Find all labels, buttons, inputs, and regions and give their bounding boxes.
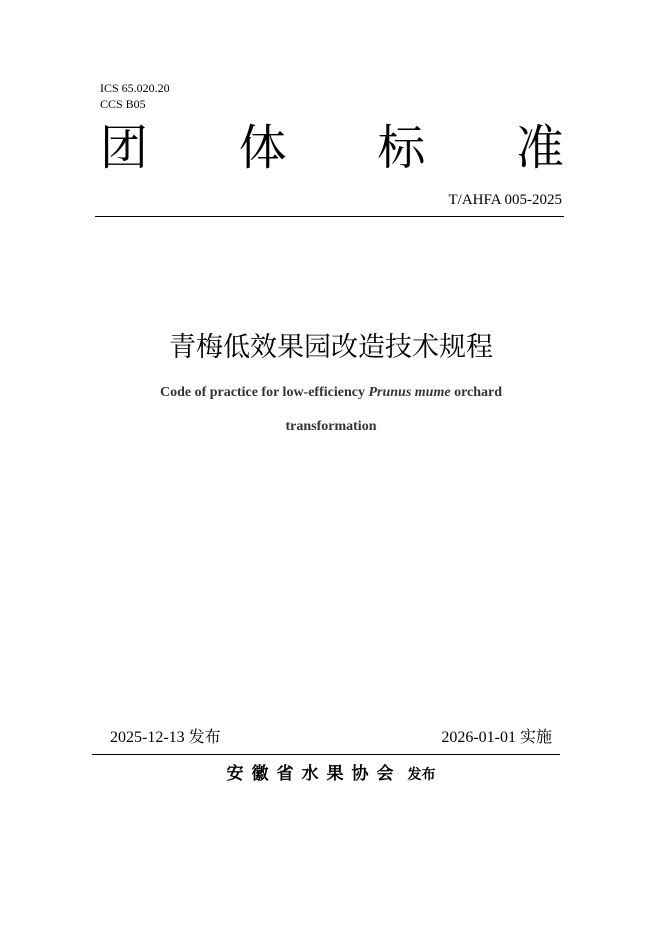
document-title-english xyxy=(110,376,552,444)
publish-label: 发布 xyxy=(188,729,221,746)
standard-type-char-2: 体 xyxy=(238,120,287,176)
publish-date-line xyxy=(110,727,221,749)
classification-codes xyxy=(100,80,170,112)
header-divider xyxy=(95,216,564,217)
issuer-suffix: 发布 xyxy=(407,767,436,783)
standard-type-char-4: 准 xyxy=(515,120,564,176)
document-title-chinese: 青梅低效果园改造技术规程 xyxy=(169,332,493,363)
english-title-part-2: orchard xyxy=(450,385,503,400)
standard-type-char-1: 团 xyxy=(100,120,149,176)
english-title-line-1 xyxy=(110,376,552,410)
footer-divider xyxy=(92,754,560,755)
standard-type-char-3: 标 xyxy=(377,120,426,176)
english-title-line-2: transformation xyxy=(285,419,377,434)
english-title-part-1: Code of practice for low-efficiency xyxy=(159,385,369,400)
publish-date: 2025-12-13 xyxy=(110,729,185,746)
english-title-species: Prunus mume xyxy=(368,385,451,400)
implement-date-line xyxy=(441,727,552,749)
ccs-code: CCS B05 xyxy=(100,97,146,111)
issuer-name: 安徽省水果协会 xyxy=(226,764,402,784)
ics-code: ICS 65.020.20 xyxy=(100,81,170,95)
implement-date: 2026-01-01 xyxy=(441,729,516,746)
implement-label: 实施 xyxy=(519,729,552,746)
standard-number: T/AHFA 005-2025 xyxy=(448,192,562,208)
issuing-organization xyxy=(0,760,662,789)
standard-type-title xyxy=(100,118,564,178)
